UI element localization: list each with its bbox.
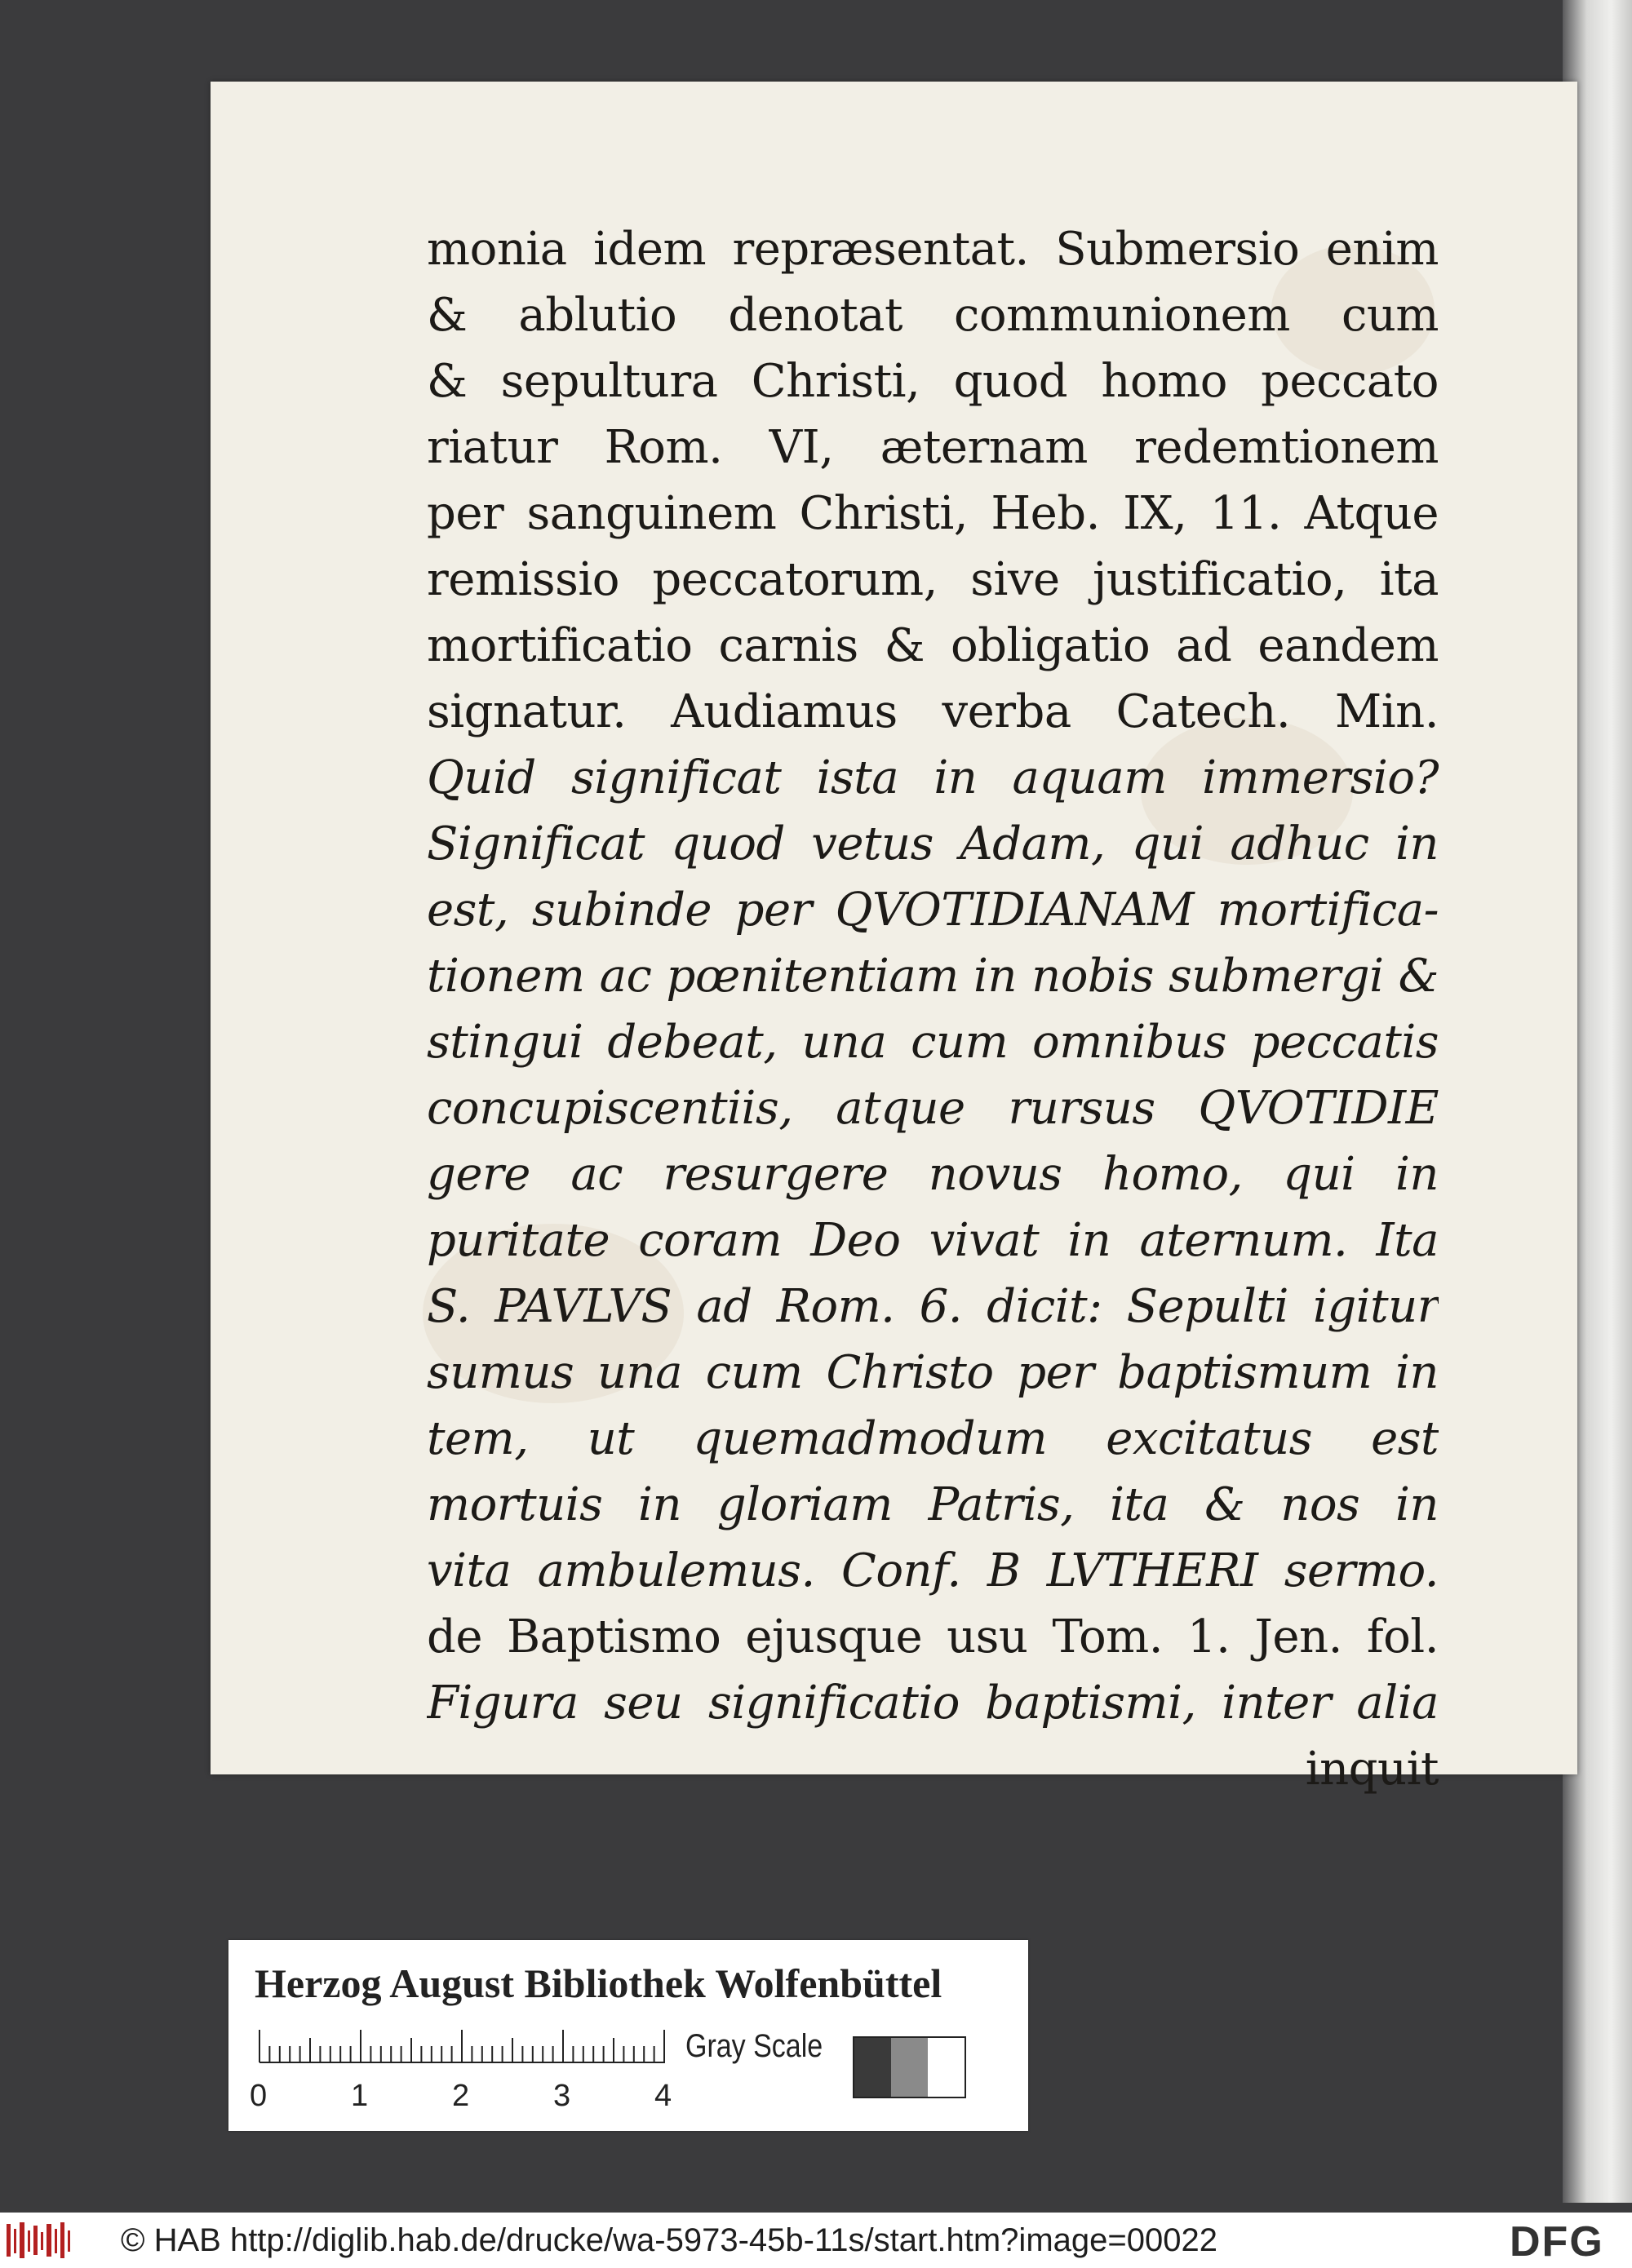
text-line: remissio peccatorum, sive justificatio, ita [427,553,1439,606]
gray-swatch [854,2038,891,2097]
text-line: tem, ut quemadmodum excitatus est [427,1412,1439,1465]
ruler-number: 2 [452,2079,470,2113]
text-line: Significat quod vetus Adam, qui adhuc in [427,817,1439,870]
text-line: tionem ac pœnitentiam in nobis submergi & [427,950,1439,1003]
text-line: & sepultura Christi, quod homo peccato [427,355,1439,408]
ruler-number: 1 [351,2079,369,2113]
text-line: concupiscentiis, atque rursus QVOTIDIE [427,1082,1439,1135]
source-url[interactable]: © HAB http://diglib.hab.de/drucke/wa-5973-45b-11s/start.htm?image=00022 [121,2222,1217,2258]
text-line: mortuis in gloriam Patris, ita & nos in [427,1478,1439,1531]
text-line: de Baptismo ejusque usu Tom. 1. Jen. fol. [427,1610,1439,1663]
text-line: & ablutio denotat communionem cum [427,289,1439,342]
text-line: vita ambulemus. Conf. B LVTHERI sermo. [427,1544,1439,1597]
text-line: Figura seu significatio baptismi, inter alia [427,1677,1439,1730]
page-text [427,216,1439,1802]
text-line: riatur Rom. VI, æternam redemtionem [427,421,1439,474]
text-line: mortificatio carnis & obligatio ad eandem [427,619,1439,672]
gray-swatch [891,2038,928,2097]
text-line: monia idem repræsentat. Submersio enim [427,223,1439,276]
dfg-logo: DFG [1510,2218,1604,2266]
ruler-number: 3 [553,2079,571,2113]
hab-barcode-icon [7,2221,104,2260]
text-line: gere ac resurgere novus homo, qui in [427,1148,1439,1201]
text-line: est, subinde per QVOTIDIANAM mortifica- [427,884,1439,937]
ruler-number: 4 [654,2079,672,2113]
text-line: puritate coram Deo vivat in aternum. Ita [427,1214,1439,1267]
footer-bar [0,2213,1632,2268]
text-line: signatur. Audiamus verba Catech. Min. [427,685,1439,738]
gray-scale-label: Gray Scale [685,2028,823,2064]
book-page [211,82,1577,1796]
text-line: S. PAVLVS ad Rom. 6. dicit: Sepulti igitur [427,1280,1439,1333]
ruler-number: 0 [250,2079,268,2113]
gray-swatch [928,2038,965,2097]
ruler-scale [228,1940,1028,2131]
library-name: Herzog August Bibliothek Wolfenbüttel [255,1960,942,2006]
hab-reference-card [228,1940,1028,2131]
text-line: Quid significat ista in aquam immersio? [427,751,1439,804]
text-line: stingui debeat, una cum omnibus peccatis [427,1016,1439,1069]
text-line: per sanguinem Christi, Heb. IX, 11. Atque [427,487,1439,540]
gray-scale-swatches [853,2036,966,2098]
catchword: inquit [1305,1743,1439,1796]
text-line: sumus una cum Christo per baptismum in [427,1346,1439,1399]
